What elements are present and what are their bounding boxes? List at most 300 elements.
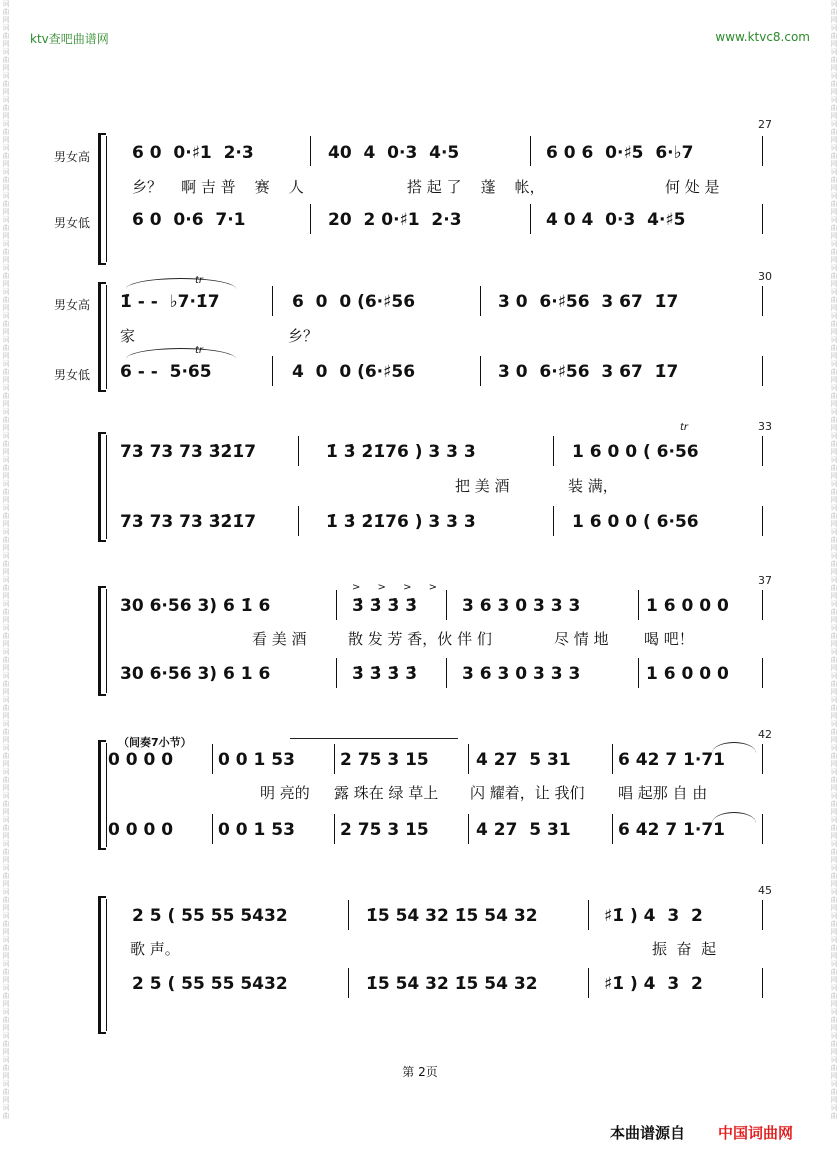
watermark-char: 词 [2,840,10,848]
measure: 1̇ 3̇ 2̇1̇76 ) 3 3 3 [326,512,476,532]
part-label-low: 男女低 [54,368,91,382]
watermark-char: 网 [830,1048,838,1056]
watermark-char: 网 [830,712,838,720]
watermark-char: 词 [830,864,838,872]
barline [530,204,531,234]
lyric-segment: 唱 起那 自 由 [618,784,708,802]
watermark-char: 网 [2,160,10,168]
watermark-char: 曲 [2,992,10,1000]
watermark-char: 网 [2,1072,10,1080]
lyric-segment: 歌 声。 [130,940,180,958]
watermark-char: 网 [830,400,838,408]
watermark-char: 网 [830,448,838,456]
footer-site-link[interactable]: 中国词曲网 [718,1124,794,1142]
measure: 6 0 0·♯1 2·3 [132,143,254,163]
watermark-char: 曲 [2,152,10,160]
barline [762,506,763,536]
bar-number: 30 [758,270,772,283]
barline [762,744,763,774]
watermark-char: 曲 [830,920,838,928]
lyric-segment: 家 [120,327,136,345]
watermark-char: 曲 [830,320,838,328]
watermark-char: 网 [2,664,10,672]
measure: 0 0 0 0 [108,820,174,840]
watermark-char: 网 [2,376,10,384]
measure: 1̇ - - ♭7·1̇7 [120,292,220,312]
watermark-char: 网 [830,280,838,288]
system-barline-start [106,589,107,693]
watermark-char: 词 [830,432,838,440]
watermark-char: 词 [2,168,10,176]
watermark-char: 曲 [2,464,10,472]
system-barline-start [106,136,107,262]
watermark-char: 词 [2,696,10,704]
watermark-char: 词 [830,528,838,536]
measure: 6 0 6 0·♯5 6·♭7 [546,143,694,163]
lyric-segment: 装 满， [568,477,618,495]
measure: 0 0 1 53 [218,820,295,840]
watermark-char: 曲 [2,776,10,784]
system-bracket [98,586,101,696]
barline [446,658,447,688]
watermark-char: 网 [830,880,838,888]
watermark-char: 曲 [2,344,10,352]
system-bracket [98,896,101,1034]
watermark-char: 网 [830,496,838,504]
watermark-char: 曲 [2,1064,10,1072]
barline [762,658,763,688]
watermark-char: 曲 [2,656,10,664]
barline [480,286,481,316]
watermark-char: 曲 [830,800,838,808]
watermark-char: 曲 [2,8,10,16]
watermark-char: 网 [830,928,838,936]
watermark-char: 词 [2,552,10,560]
watermark-char: 曲 [2,848,10,856]
barline [272,356,273,386]
barline [588,900,589,930]
watermark-char: 词 [830,264,838,272]
watermark-char: 曲 [2,392,10,400]
watermark-char: 曲 [2,560,10,568]
watermark-char: 网 [830,520,838,528]
measure: 6 - - 5·65 [120,362,212,382]
watermark-char: 词 [830,72,838,80]
watermark-char: 网 [2,928,10,936]
watermark-char: 词 [830,456,838,464]
watermark-char: 词 [2,600,10,608]
watermark-char: 网 [2,880,10,888]
watermark-char: 词 [2,0,10,8]
measure: 3 0 6·♯56 3 67 1̇7 [498,292,679,312]
measure: 3 6 3 0 3 3 3 [462,596,581,616]
watermark-char: 网 [2,64,10,72]
bar-number: 27 [758,118,772,131]
watermark-char: 曲 [2,704,10,712]
watermark-char: 曲 [2,536,10,544]
lyric-segment: 散 发 芳 香，伙 伴 们 [348,630,492,648]
watermark-char: 曲 [2,1088,10,1096]
watermark-char: 词 [830,816,838,824]
watermark-char: 曲 [830,512,838,520]
measure: 6 0 0 (6·♯56 [292,292,416,312]
watermark-char: 网 [2,952,10,960]
watermark-char: 网 [2,424,10,432]
barline [310,204,311,234]
barline [612,744,613,774]
watermark-char: 网 [830,112,838,120]
barline [553,506,554,536]
watermark-char: 网 [2,496,10,504]
measure: 3̇ 3̇ 3̇ 3̇ [352,664,418,684]
watermark-char: 曲 [2,800,10,808]
watermark-char: 网 [2,712,10,720]
watermark-char: 网 [2,256,10,264]
watermark-char: 网 [2,16,10,24]
watermark-char: 曲 [2,680,10,688]
watermark-char: 曲 [830,272,838,280]
barline [348,968,349,998]
measure: 1 6 0 0 ( 6·56 [572,442,699,462]
watermark-char: 曲 [830,80,838,88]
watermark-char: 曲 [2,320,10,328]
watermark-char: 词 [2,1104,10,1112]
barline [588,968,589,998]
barline [446,590,447,620]
watermark-char: 词 [830,360,838,368]
watermark-char: 词 [830,480,838,488]
watermark-char: 网 [2,280,10,288]
watermark-char: 曲 [830,224,838,232]
barline [468,744,469,774]
watermark-char: 网 [830,688,838,696]
watermark-char: 曲 [830,344,838,352]
watermark-char: 词 [2,720,10,728]
watermark-char: 词 [2,960,10,968]
barline [762,286,763,316]
watermark-char: 曲 [830,128,838,136]
watermark-char: 网 [2,1024,10,1032]
watermark-char: 词 [830,552,838,560]
watermark-char: 网 [2,616,10,624]
watermark-char: 词 [2,144,10,152]
watermark-char: 词 [830,888,838,896]
watermark-char: 曲 [2,368,10,376]
measure: 73 73 73 3̇2̇1̇7 [120,512,257,532]
watermark-char: 词 [2,72,10,80]
watermark-char: 网 [2,328,10,336]
watermark-char: 词 [830,288,838,296]
barline [762,356,763,386]
watermark-char: 曲 [2,176,10,184]
measure: 3 6 3 0 3 3 3 [462,664,581,684]
watermark-char: 网 [830,136,838,144]
watermark-char: 网 [830,664,838,672]
watermark-char: 词 [2,624,10,632]
watermark-char: 词 [2,528,10,536]
watermark-char: 曲 [2,272,10,280]
watermark-char: 曲 [830,584,838,592]
watermark-char: 曲 [830,368,838,376]
measure: 0 0 0 0 [108,750,174,770]
watermark-char: 网 [830,616,838,624]
interlude-note: （间奏7小节） [118,736,192,749]
watermark-char: 曲 [830,152,838,160]
barline [480,356,481,386]
watermark-char: 词 [2,264,10,272]
watermark-char: 网 [2,112,10,120]
barline [310,136,311,166]
right-watermark-strip [830,0,838,1169]
watermark-char: 网 [830,1000,838,1008]
watermark-char: 网 [2,208,10,216]
measure: ♯1̇ ) 4 3 2 [604,906,703,926]
watermark-char: 曲 [830,104,838,112]
watermark-char: 网 [830,208,838,216]
measure: 4 0 0 (6·♯56 [292,362,416,382]
watermark-char: 网 [830,904,838,912]
measure: 40 4 0·3 4·5 [328,143,460,163]
watermark-char: 词 [2,288,10,296]
measure: 1 6 0 0 0 [646,664,729,684]
barline [762,900,763,930]
measure: 1 6 0 0 ( 6·56 [572,512,699,532]
lyric-segment: 尽 情 地 [554,630,609,648]
measure: 20 2 0·♯1 2·3 [328,210,462,230]
watermark-char: 词 [2,888,10,896]
watermark-char: 网 [2,232,10,240]
barline [348,900,349,930]
watermark-char: 网 [2,760,10,768]
watermark-char: 曲 [2,872,10,880]
bar-number: 45 [758,884,772,897]
watermark-char: 词 [830,768,838,776]
watermark-char: 网 [830,328,838,336]
watermark-char: 词 [2,120,10,128]
watermark-char: 网 [2,568,10,576]
barline [762,436,763,466]
watermark-char: 词 [2,240,10,248]
watermark-char: 曲 [2,488,10,496]
barline [638,658,639,688]
watermark-char: 网 [830,736,838,744]
watermark-char: 曲 [2,128,10,136]
site-url-header: www.ktvc8.com [715,30,810,44]
part-label-low: 男女低 [54,216,91,230]
watermark-char: 网 [2,184,10,192]
system-barline-start [106,435,107,539]
watermark-char: 词 [830,384,838,392]
watermark-char: 曲 [830,632,838,640]
system-bracket [98,133,101,265]
watermark-char: 网 [830,40,838,48]
lyric-segment: 搭 起 了 蓬 帐， [407,178,545,196]
watermark-char: 曲 [2,80,10,88]
watermark-char: 曲 [830,32,838,40]
trill-ornament: tr [195,275,204,286]
measure: ♯1̇ ) 4 3 2 [604,974,703,994]
measure: 2 75 3 15 [340,750,429,770]
watermark-char: 词 [2,792,10,800]
lyric-segment: 看 美 酒 [252,630,307,648]
system-bracket [98,282,101,392]
site-name-header: ktv查吧曲谱网 [30,32,109,46]
watermark-char: 网 [830,1096,838,1104]
watermark-char: 曲 [2,968,10,976]
watermark-char: 曲 [2,896,10,904]
watermark-char: 词 [830,168,838,176]
watermark-char: 曲 [2,200,10,208]
part-label-high: 男女高 [54,150,91,164]
measure: 6 42 7 1·71 [618,750,726,770]
measure: 30 6·56 3) 6 1̇ 6 [120,596,271,616]
watermark-char: 词 [2,1080,10,1088]
measure: 0 0 1 53 [218,750,295,770]
watermark-char: 网 [830,304,838,312]
watermark-char: 曲 [830,1040,838,1048]
watermark-char: 网 [830,88,838,96]
watermark-char: 网 [2,472,10,480]
watermark-char: 网 [830,352,838,360]
barline [334,744,335,774]
watermark-char: 词 [830,744,838,752]
watermark-char: 曲 [830,392,838,400]
watermark-char: 曲 [2,1040,10,1048]
watermark-char: 网 [2,400,10,408]
watermark-char: 曲 [2,56,10,64]
watermark-char: 词 [2,648,10,656]
watermark-char: 词 [830,216,838,224]
measure: 1 6 0 0 0 [646,596,729,616]
barline [530,136,531,166]
tie-arc [126,348,236,359]
system-barline-start [106,899,107,1031]
watermark-char: 词 [830,96,838,104]
lyric-segment: 闪 耀着，让 我们 [470,784,585,802]
watermark-char: 曲 [2,1112,10,1120]
measure: 3̇ 3̇ 3̇ 3̇ [352,596,418,616]
watermark-char: 网 [2,1048,10,1056]
tie-arc [126,278,236,289]
trill-ornament: tr [195,345,204,356]
watermark-char: 曲 [830,872,838,880]
watermark-char: 曲 [2,248,10,256]
watermark-char: 词 [2,1008,10,1016]
watermark-char: 网 [2,904,10,912]
watermark-char: 曲 [830,968,838,976]
watermark-char: 网 [2,976,10,984]
barline [334,814,335,844]
watermark-char: 词 [2,480,10,488]
measure: 1̇5 54 32 1̇5 54 32 [366,974,538,994]
watermark-char: 词 [2,216,10,224]
watermark-char: 曲 [830,992,838,1000]
barline [762,814,763,844]
watermark-char: 网 [2,808,10,816]
watermark-char: 网 [2,736,10,744]
watermark-char: 曲 [2,296,10,304]
watermark-char: 词 [830,936,838,944]
watermark-char: 词 [830,1080,838,1088]
watermark-char: 曲 [2,728,10,736]
watermark-char: 词 [830,600,838,608]
watermark-char: 曲 [2,416,10,424]
watermark-char: 曲 [830,704,838,712]
page-number: 第 2页 [402,1065,438,1079]
watermark-char: 网 [830,856,838,864]
watermark-char: 词 [830,1032,838,1040]
lyric-segment: 明 亮的 [260,784,310,802]
measure: 2 5 ( 55 55 5432 [132,906,288,926]
bar-number: 37 [758,574,772,587]
watermark-char: 曲 [2,944,10,952]
barline [272,286,273,316]
watermark-char: 词 [2,360,10,368]
watermark-char: 曲 [830,536,838,544]
watermark-char: 曲 [830,560,838,568]
watermark-char: 曲 [830,56,838,64]
watermark-char: 曲 [830,248,838,256]
watermark-char: 词 [830,0,838,8]
measure: 30 6·56 3) 6 1 6 [120,664,271,684]
barline [762,968,763,998]
watermark-char: 曲 [2,584,10,592]
watermark-char: 曲 [830,416,838,424]
barline [336,658,337,688]
watermark-char: 词 [2,984,10,992]
watermark-char: 曲 [830,848,838,856]
watermark-char: 词 [2,408,10,416]
watermark-char: 词 [830,504,838,512]
watermark-char: 词 [2,744,10,752]
lyric-segment: 乡？ [288,327,319,345]
watermark-char: 词 [830,792,838,800]
watermark-char: 词 [830,1056,838,1064]
watermark-char: 词 [2,312,10,320]
watermark-char: 词 [830,984,838,992]
measure: 4 27 5 31 [476,750,571,770]
watermark-char: 网 [2,520,10,528]
watermark-char: 曲 [830,656,838,664]
watermark-char: 网 [830,544,838,552]
watermark-char: 网 [2,1000,10,1008]
watermark-char: 曲 [830,1088,838,1096]
watermark-char: 曲 [830,1112,838,1120]
watermark-char: 曲 [2,224,10,232]
watermark-char: 词 [830,648,838,656]
watermark-char: 词 [2,456,10,464]
watermark-char: 网 [830,184,838,192]
watermark-char: 网 [2,352,10,360]
watermark-char: 曲 [2,512,10,520]
lyric-segment: 何 处 是 [665,178,720,196]
footer-source-label: 本曲谱源自 [610,1124,686,1142]
watermark-char: 词 [2,768,10,776]
watermark-char: 曲 [2,824,10,832]
barline [553,436,554,466]
beam-line [290,738,458,739]
barline [612,814,613,844]
watermark-char: 网 [2,592,10,600]
system-bracket [98,740,101,850]
watermark-char: 曲 [2,32,10,40]
measure: 1̇ 3̇ 2̇1̇76 ) 3 3 3 [326,442,476,462]
watermark-char: 网 [830,160,838,168]
watermark-char: 网 [830,232,838,240]
watermark-char: 网 [830,472,838,480]
watermark-char: 词 [2,24,10,32]
watermark-char: 词 [830,48,838,56]
